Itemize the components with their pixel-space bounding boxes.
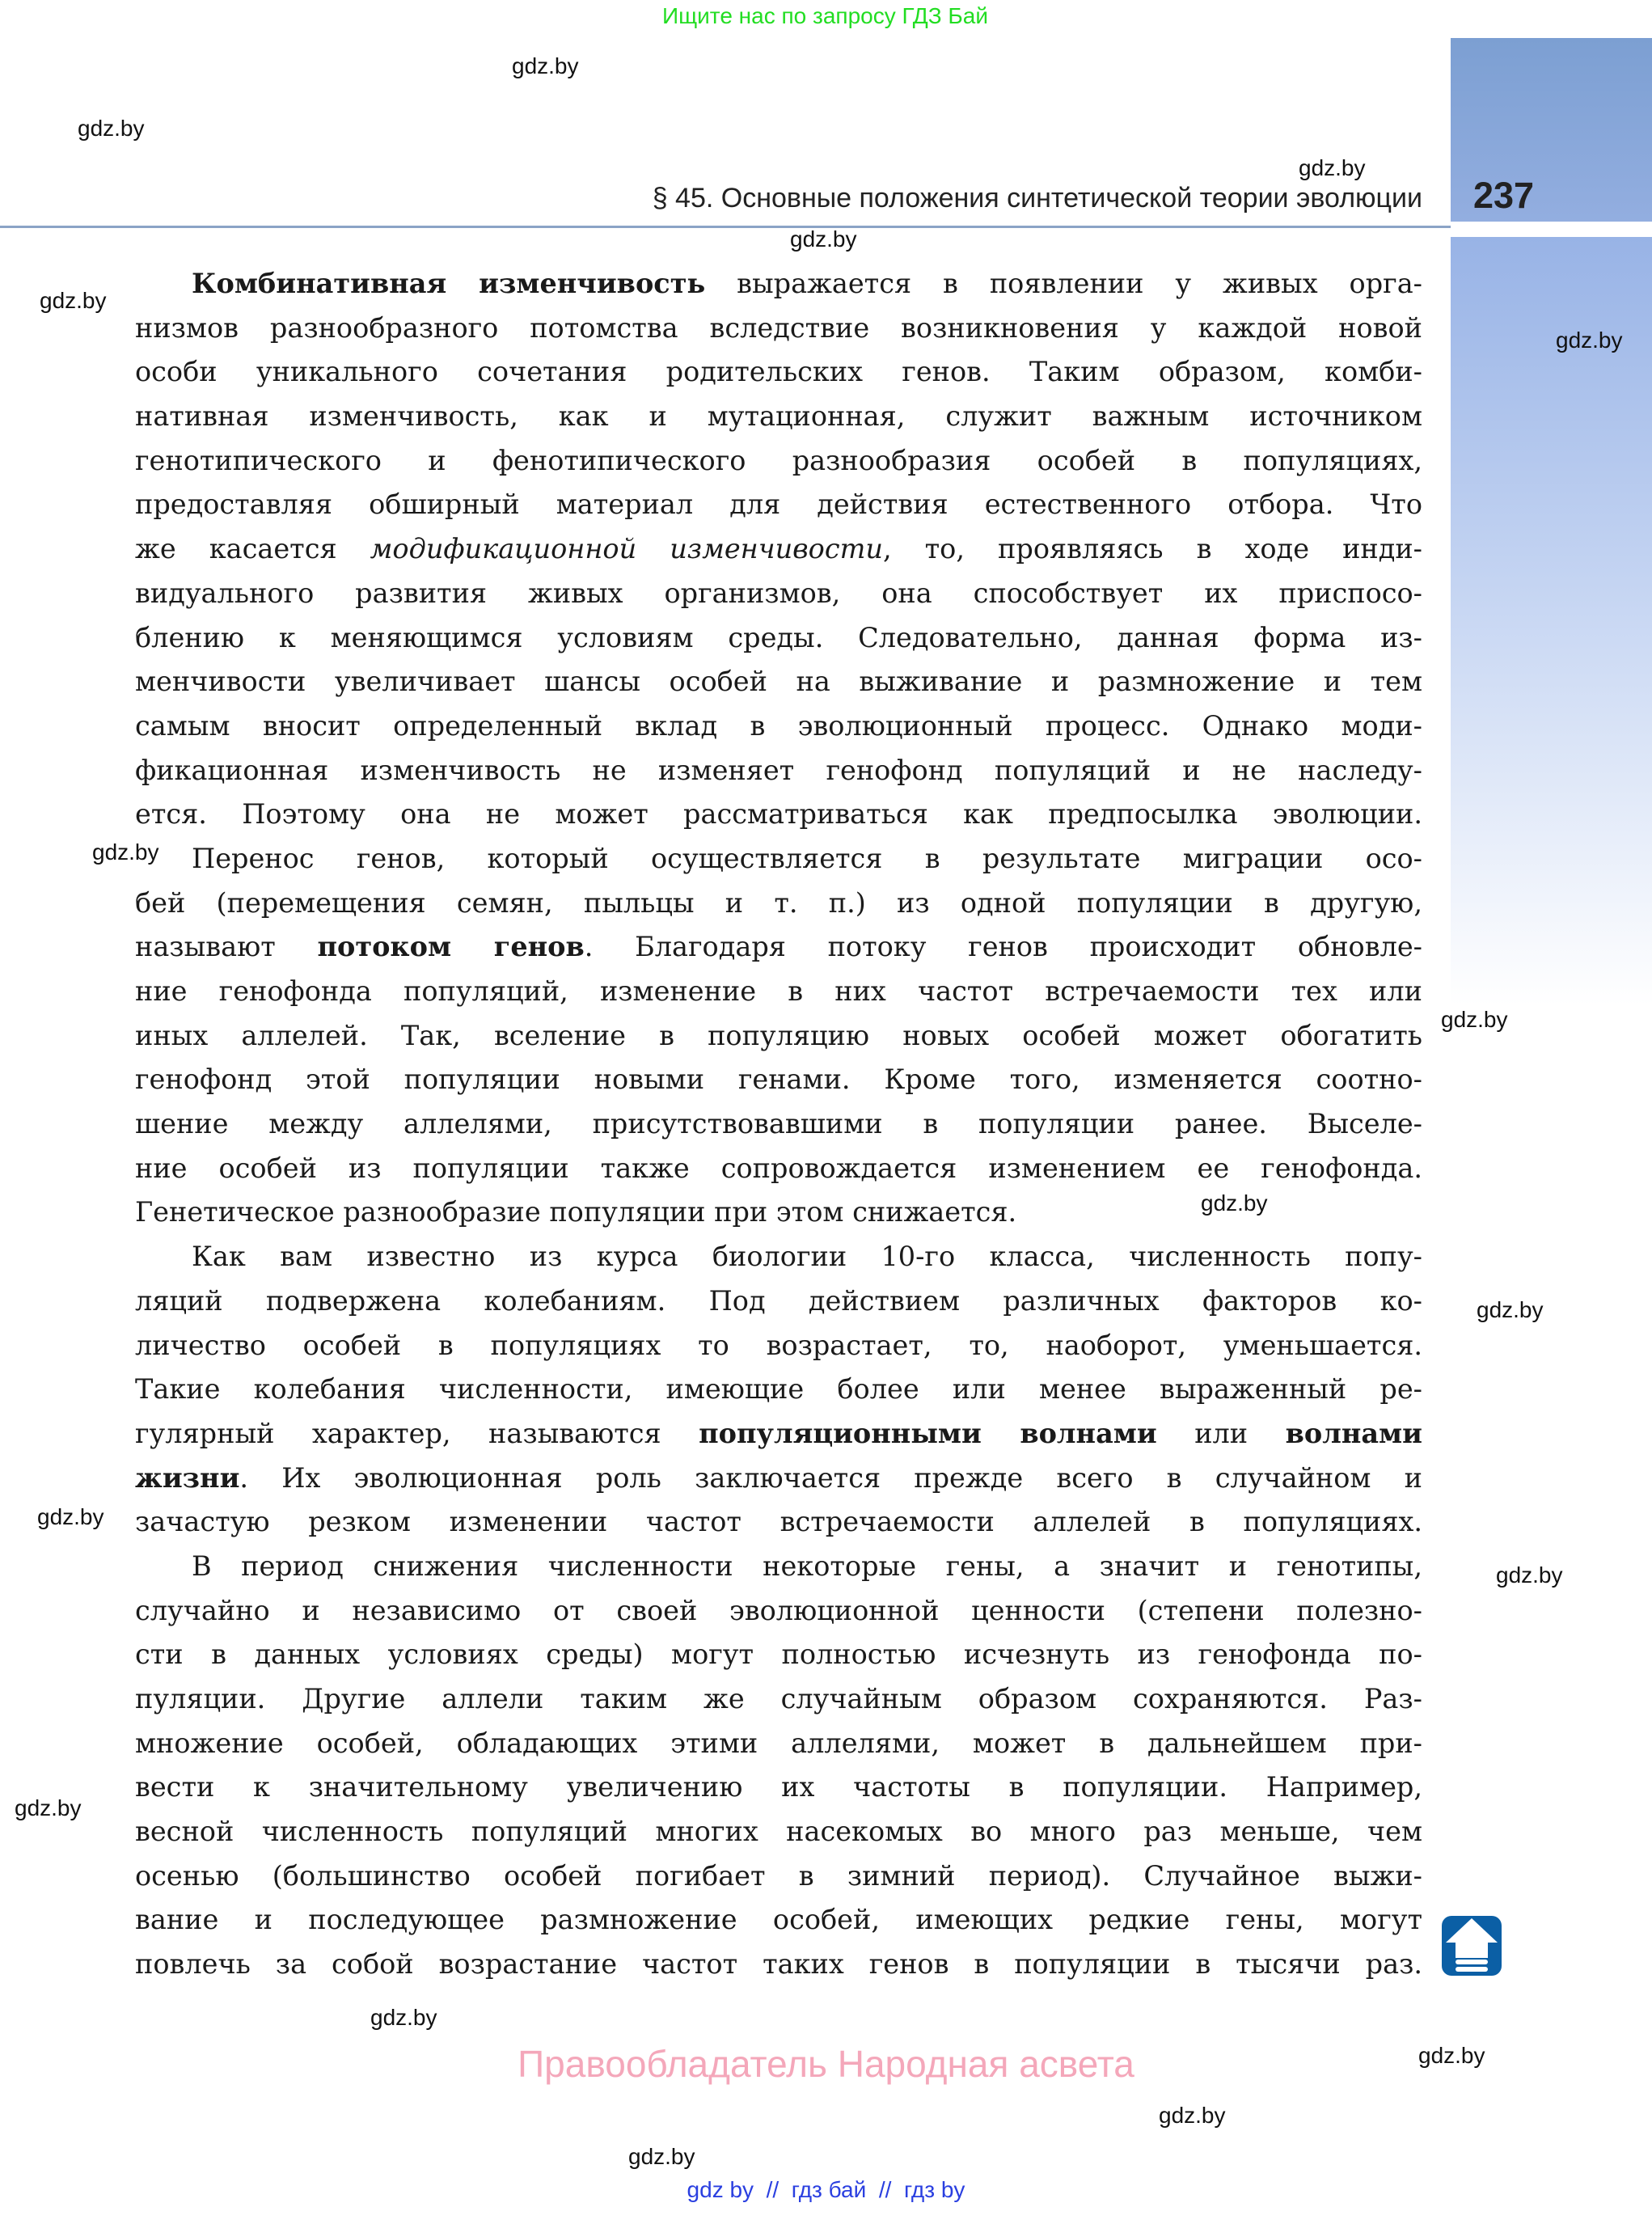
watermark: gdz.by — [628, 2144, 695, 2169]
bold-term: жизни — [135, 1461, 240, 1494]
watermark: gdz.by — [1477, 1297, 1544, 1322]
text-line — [135, 572, 1422, 616]
text-segment: генотипического и фенотипического разнообразия особей в популяциях, — [135, 444, 1422, 476]
text-segment: особи уникального сочетания родительских генов. Таким образом, комби- — [135, 356, 1422, 388]
text-segment: генофонд этой популяции новыми генами. Кроме того, изменяется соотно- — [135, 1063, 1422, 1096]
text-segment: ется. Поэтому она не может рассматриваться как предпосылка эволюции. — [135, 798, 1422, 831]
bold-term: потоком генов — [317, 931, 585, 963]
text-segment: Такие колебания численности, имеющие более или менее выраженный ре- — [135, 1373, 1422, 1406]
text-line — [135, 660, 1422, 704]
text-segment: осенью (большинство особей погибает в зимний период). Случайное выжи- — [135, 1859, 1422, 1892]
watermark: gdz.by — [1299, 155, 1366, 180]
text-segment: или — [1156, 1417, 1286, 1449]
text-line — [135, 1545, 1422, 1589]
watermark: gdz.by — [790, 226, 857, 252]
text-line — [135, 439, 1422, 484]
text-line — [135, 1102, 1422, 1147]
text-line — [135, 1457, 1422, 1501]
text-segment: шение между аллелями, присутствовавшими в популяции ранее. Выселе- — [135, 1108, 1422, 1140]
watermark: gdz.by — [40, 288, 107, 313]
text-segment: выражается в появлении у живых орга- — [705, 268, 1422, 299]
text-segment: менчивости увеличивает шансы особей на выживание и размножение и тем — [135, 666, 1422, 698]
text-line — [135, 527, 1422, 572]
text-segment: пуляции. Другие аллели таким же случайным образом сохраняются. Раз- — [135, 1683, 1422, 1715]
text-segment: Генетическое разнообразие популяции при этом снижается. — [135, 1196, 1017, 1228]
watermark: gdz.by — [1556, 328, 1623, 353]
text-line — [135, 1324, 1422, 1368]
italic-term: модификационной изменчивости — [370, 533, 883, 565]
footer-separator: // — [766, 2177, 780, 2202]
text-line — [135, 1677, 1422, 1722]
bold-term: популяционными волнами — [699, 1417, 1157, 1449]
watermark: gdz.by — [370, 2005, 437, 2030]
text-segment: сти в данных условиях среды) могут полностью исчезнуть из генофонда по- — [135, 1638, 1422, 1671]
text-line — [135, 395, 1422, 439]
text-segment: ние генофонда популяций, изменение в них частот встречаемости тех или — [135, 975, 1422, 1007]
text-line — [135, 1943, 1422, 1987]
text-line — [135, 1058, 1422, 1102]
text-line — [135, 793, 1422, 837]
text-segment: Как вам известно из курса биологии 10-го класса, численность попу- — [192, 1241, 1422, 1273]
text-line — [135, 749, 1422, 793]
text-line — [135, 1589, 1422, 1634]
text-line — [135, 1722, 1422, 1766]
bold-term: Комбинативная изменчивость — [192, 268, 706, 299]
header-divider-gap — [1451, 226, 1652, 228]
text-segment: блению к меняющимся условиям среды. Следовательно, данная форма из- — [135, 621, 1422, 653]
watermark: gdz.by — [1418, 2043, 1485, 2068]
text-segment: гулярный характер, называются — [135, 1417, 699, 1449]
text-segment: случайно и независимо от своей эволюционной ценности (степени полезно- — [135, 1594, 1422, 1626]
text-line — [135, 837, 1422, 882]
text-segment: ляций подвержена колебаниям. Под действием различных факторов ко- — [135, 1284, 1422, 1317]
watermark: gdz.by — [78, 116, 145, 141]
text-line — [135, 882, 1422, 926]
copyright-notice: Правообладатель Народная асвета — [518, 2043, 1134, 2085]
watermark: gdz.by — [92, 839, 159, 865]
text-line — [135, 350, 1422, 395]
text-line — [135, 616, 1422, 661]
text-segment: зачастую резком изменении частот встречаемости аллелей в популяциях. — [135, 1506, 1422, 1538]
text-segment: называют — [135, 931, 318, 963]
text-line — [135, 1279, 1422, 1324]
text-line — [135, 1633, 1422, 1677]
bold-term: волнами — [1285, 1417, 1422, 1449]
text-segment: низмов разнообразного потомства вследствие возникновения у каждой новой — [135, 311, 1422, 344]
top-search-banner[interactable]: Ищите нас по запросу ГДЗ Бай — [662, 3, 989, 28]
footer-link-gdz-by-2[interactable]: гдз by — [903, 2177, 965, 2202]
home-arrow-icon[interactable] — [1442, 1916, 1502, 1976]
text-line — [135, 1898, 1422, 1943]
text-line — [135, 1235, 1422, 1279]
text-segment: повлечь за собой возрастание частот таких генов в популяции в тысячи раз. — [135, 1948, 1422, 1981]
text-segment: видуального развития живых организмов, она способствует их приспосо- — [135, 577, 1422, 609]
text-segment: Перенос генов, который осуществляется в результате миграции осо- — [192, 842, 1422, 874]
text-segment: фикационная изменчивость не изменяет генофонд популяций и не наследу- — [135, 754, 1422, 786]
text-line — [135, 1500, 1422, 1545]
text-segment: нативная изменчивость, как и мутационная, служит важным источником — [135, 400, 1422, 433]
text-line — [135, 483, 1422, 527]
text-segment: вание и последующее размножение особей, имеющих редкие гены, могут — [135, 1904, 1422, 1936]
text-segment: самым вносит определенный вклад в эволюционный процесс. Однако моди- — [135, 709, 1422, 742]
text-segment: вести к значительному увеличению их частоты в популяции. Например, — [135, 1771, 1422, 1803]
text-segment: ние особей из популяции также сопровождается изменением ее генофонда. — [135, 1152, 1422, 1184]
text-line — [135, 704, 1422, 749]
text-line — [135, 1765, 1422, 1810]
text-line — [135, 1810, 1422, 1854]
watermark: gdz.by — [1201, 1190, 1268, 1216]
header-divider — [0, 226, 1451, 228]
watermark: gdz.by — [1496, 1562, 1563, 1588]
watermark: gdz.by — [1159, 2103, 1226, 2128]
footer-link-gdz-bai[interactable]: гдз бай — [791, 2177, 867, 2202]
text-segment: . Их эволюционная роль заключается прежде всего в случайном и — [239, 1461, 1422, 1494]
watermark: gdz.by — [1441, 1007, 1508, 1032]
text-segment: бей (перемещения семян, пыльцы и т. п.) из одной популяции в другую, — [135, 886, 1422, 919]
watermark: gdz.by — [37, 1504, 104, 1529]
footer-separator: // — [878, 2177, 892, 2202]
text-segment: В период снижения численности некоторые гены, а значит и генотипы, — [192, 1550, 1422, 1582]
text-segment: предоставляя обширный материал для действия естественного отбора. Что — [135, 488, 1422, 521]
text-line — [135, 1368, 1422, 1412]
text-segment: же касается — [135, 533, 370, 565]
watermark: gdz.by — [15, 1795, 82, 1820]
watermark: gdz.by — [512, 53, 579, 78]
text-line — [135, 307, 1422, 351]
running-header-title: § 45. Основные положения синтетической теории эволюции — [652, 183, 1422, 214]
text-segment: . Благодаря потоку генов происходит обновле- — [584, 931, 1422, 963]
text-line — [135, 262, 1422, 307]
text-segment: , то, проявляясь в ходе инди- — [882, 533, 1422, 565]
text-line — [135, 1014, 1422, 1059]
text-line — [135, 1147, 1422, 1191]
text-line — [135, 970, 1422, 1014]
page-number: 237 — [1473, 175, 1535, 216]
text-segment: множение особей, обладающих этими аллелями, может в дальнейшем при- — [135, 1727, 1422, 1759]
text-line — [135, 1412, 1422, 1457]
body-text — [135, 262, 1422, 1987]
text-line — [135, 925, 1422, 970]
text-line — [135, 1854, 1422, 1899]
footer-links — [0, 2177, 1652, 2203]
footer-link-gdz-by[interactable]: gdz by — [687, 2177, 754, 2202]
text-segment: иных аллелей. Так, вселение в популяцию новых особей может обогатить — [135, 1019, 1422, 1051]
text-segment: личество особей в популяциях то возрастает, то, наоборот, уменьшается. — [135, 1329, 1422, 1361]
text-segment: весной численность популяций многих насекомых во много раз меньше, чем — [135, 1816, 1422, 1848]
